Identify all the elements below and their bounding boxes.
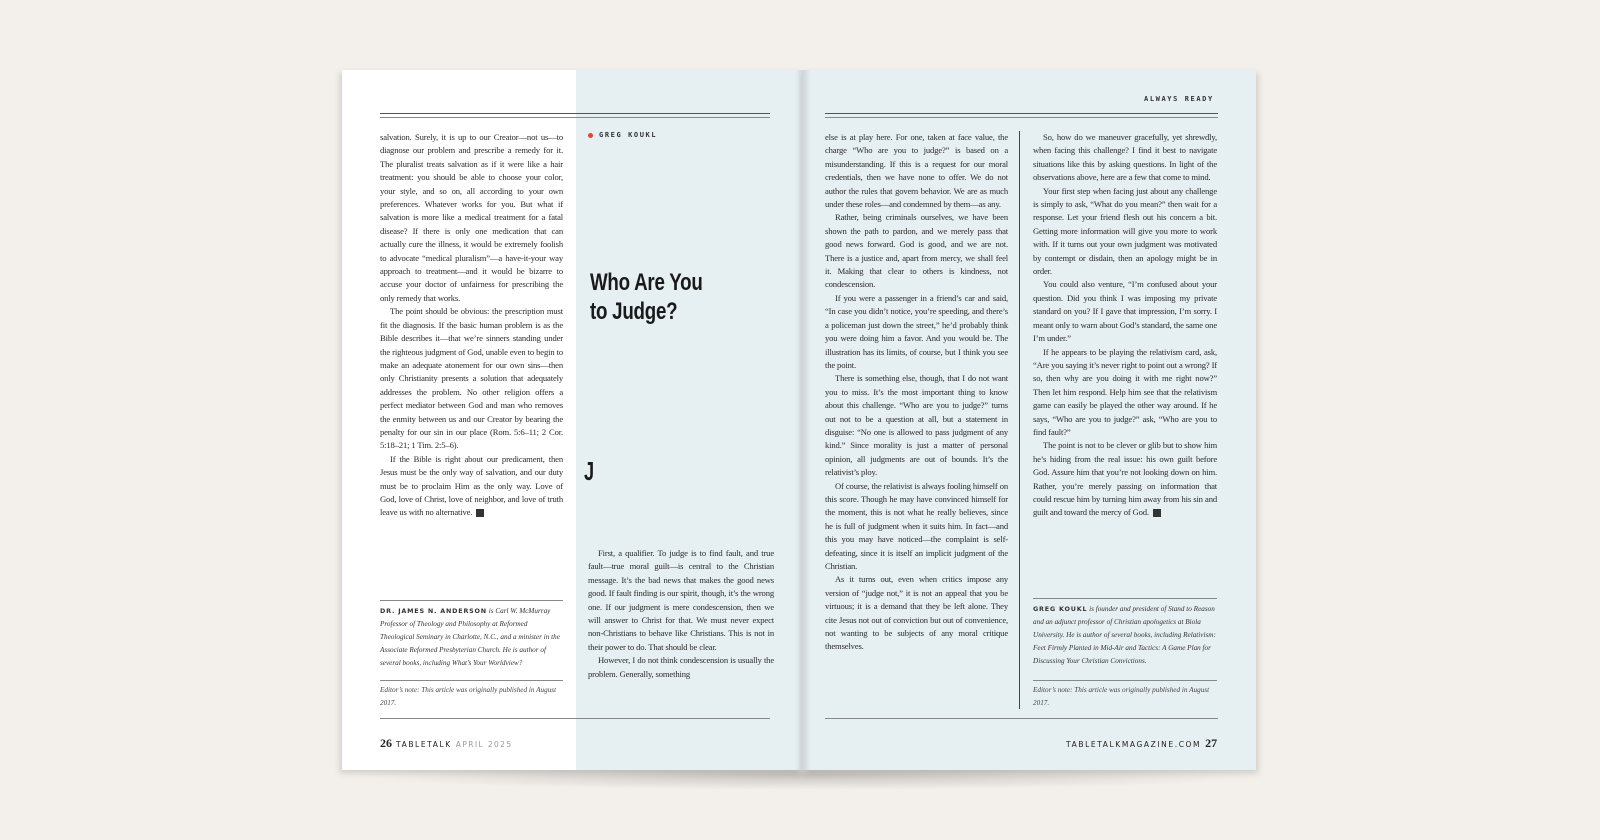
left-top-rule: [380, 113, 770, 114]
right-folio-site: TABLETALKMAGAZINE.COM: [1066, 740, 1202, 749]
left-paragraph-3-text: If the Bible is right about our predicament, then Jesus must be the only way of salvation, and our duty must be to proclaim Him as the only way. Love of God, love of Christ, love of neighbor, and love of truth leave us with no alternative.: [380, 453, 563, 518]
drop-cap: J: [584, 456, 595, 486]
left-column: [380, 131, 563, 520]
article-title: [590, 268, 746, 326]
right-a-paragraph-4: There is something else, though, that I do not want you to miss. It’s the most important thing to know about this challenge. “Who are you to judge?” turns out not to be a question at all, but a statement in disguise: “No one is allowed to pass judgment of any kind.” Since morality is just a matter of personal opinion, all judgments are out of bounds. It’s the relativist’s ploy.: [825, 373, 1008, 478]
running-head: ALWAYS READY: [1144, 95, 1214, 103]
right-top-rule: [825, 113, 1218, 114]
left-note-rule: [380, 680, 563, 681]
left-bottom-rule: [380, 718, 770, 719]
left-bio-rule: [380, 600, 563, 601]
right-column-b: [1033, 131, 1217, 520]
left-top-rule-thin: [380, 117, 770, 118]
article-author-eyebrow: [588, 131, 657, 139]
left-paragraph-3: [380, 453, 563, 520]
right-a-paragraph-5: Of course, the relativist is always fooling himself on this score. Though he may have convinced himself for the moment, this is not what he really believes, since he is full of judgment when it suits him. In fact—and this you may have noticed—the complaint is self-defeating, since it is itself an implicit judgment of the Christian.: [825, 480, 1008, 571]
right-b-paragraph-5: [1033, 439, 1217, 519]
title-line-2: to Judge?: [590, 298, 678, 325]
left-paragraph-2: The point should be obvious: the prescription must fit the diagnosis. If the basic human problem is as the Bible describes it—that we’re sinners standing under the righteous judgment of God, unable even to begin to make an adequate atonement for our own sins—then only Christianity presents a solution that adequately addresses the problem. No other religion offers a perfect mediator between God and man who removes the enmity between us and our Creator by bearing the penalty for our sin in our place (Rom. 5:6–11; 2 Cor. 5:18–21; 1 Tim. 2:5–6).: [380, 306, 563, 451]
left-bio-text: is Carl W. McMurray Professor of Theology and Philosophy at Reformed Theological Seminary in Charlotte, N.C., and a minister in the Associate Reformed Presbyterian Church. He is author of several books, including What’s Your Worldview?: [380, 607, 560, 667]
left-folio: [380, 736, 513, 751]
right-bio-text: is founder and president of Stand to Reason and an adjunct professor of Christian apologetics at Biola University. He is author of several books, including Relativism: Feet Firmly Planted in Mid-Air and Tactics: A Game Plan for Discussing Your Christian Convictions.: [1033, 605, 1216, 665]
title-line-1: Who Are You: [590, 269, 703, 296]
middle-column: [588, 547, 774, 681]
right-folio: [1066, 736, 1217, 751]
column-divider: [1019, 131, 1020, 709]
right-editor-note: Editor’s note: This article was originally published in August 2017.: [1033, 686, 1210, 707]
right-bottom-rule: [825, 718, 1218, 719]
end-mark-icon: [1153, 509, 1161, 517]
right-b-paragraph-1: So, how do we maneuver gracefully, yet shrewdly, when facing this challenge? I find it best to navigate situations like this by asking questions. In light of the observations above, here are a few that come to mind.: [1033, 132, 1217, 183]
right-bio-name: GREG KOUKL: [1033, 605, 1088, 613]
right-note-rule: [1033, 680, 1217, 681]
right-top-rule-thin: [825, 117, 1218, 118]
left-bio-name: DR. JAMES N. ANDERSON: [380, 607, 487, 615]
spine-gutter: [795, 70, 811, 770]
right-b-paragraph-4: If he appears to be playing the relativism card, ask, “Are you saying it’s never right to point out a wrong? If so, then why are you doing it with me right now?” Then let him respond. Help him see that the relativism game can easily be played the other way around. If he says, “Who are you to judge?” ask, “Who are you to find fault?”: [1033, 346, 1217, 437]
left-author-bio: [380, 605, 563, 670]
right-b-paragraph-2: Your first step when facing just about any challenge is simply to ask, “What do you mean?” then wait for a response. Let your friend flesh out his concern a bit. Getting more information will give you more to work with. If it turns out your own judgment was motivated by contempt or disdain, then an apology might be in order.: [1033, 185, 1217, 277]
right-bio-rule: [1033, 598, 1217, 599]
right-column-a: [825, 131, 1008, 654]
left-folio-magazine: TABLETALK: [395, 740, 452, 749]
right-a-paragraph-1: else is at play here. For one, taken at face value, the charge “Who are you to judge?” is based on a misunderstanding. If this is a request for our moral credentials, then we have none to offer. We do not author the rules that govern behavior. We are as much under these roles—and condemned by them—as any.: [825, 132, 1008, 210]
right-b-paragraph-5-text: The point is not to be clever or glib but to show him he’s hiding from the real issue: his own guilt before God. Assure him that you’re not looking down on him. Rather, you’re merely passing on information that could rescue him by turning him away from his sin and guilt and toward the mercy of God.: [1033, 440, 1217, 518]
right-author-bio: [1033, 603, 1217, 668]
left-folio-date: APRIL 2025: [455, 740, 513, 749]
left-paragraph-1: salvation. Surely, it is up to our Creator—not us—to diagnose our problem and prescribe a remedy for it. The pluralist treats salvation as if it were like a hair treatment: you should be able to choose your color, your style, and so on, all according to your own preferences. Whatever works for you. But what if salvation is more like a medical treatment for a fatal disease? If there is only one medication that can actually cure the illness, it would be extremely foolish to advocate “medical pluralism”—a have-it-your way approach to treatment—and it would be bizarre to accuse your doctor of unfairness for prescribing the only remedy that works.: [380, 132, 563, 303]
left-page-number: 26: [380, 736, 392, 750]
right-a-paragraph-3: If you were a passenger in a friend’s car and said, “In case you didn’t notice, you’re speeding, and there’s a policeman just down the street,” he’d probably think you were doing him a favor. And you would be. The illustration has its limits, of course, but I think you see the point.: [825, 292, 1008, 370]
red-bullet-icon: [588, 133, 593, 138]
right-a-paragraph-2: Rather, being criminals ourselves, we have been shown the path to pardon, and we merely pass that good news forward. God is good, and we are not. There is a justice and, apart from mercy, we shall feel it. Making that clear to others is kindness, not condescension.: [825, 212, 1008, 290]
author-eyebrow-text: GREG KOUKL: [599, 131, 658, 139]
right-page-number: 27: [1205, 736, 1218, 750]
left-editor-note: Editor’s note: This article was originally published in August 2017.: [380, 686, 557, 707]
right-b-paragraph-3: You could also venture, “I’m confused about your question. Did you think I was imposing my private standard on you? If I gave that impression, I’m sorry. I meant only to warn about God’s standard, the same one I’m under.”: [1033, 279, 1217, 344]
middle-paragraph-3: However, I do not think condescension is usually the problem. Generally, something: [588, 655, 774, 679]
right-a-paragraph-6: As it turns out, even when critics impose any version of “judge not,” it is not an appeal that you be virtuous; it is a demand that they be left alone. They cite Jesus not out of conviction but out of convenience, not wanting to be subjects of any moral critique themselves.: [825, 574, 1008, 652]
end-mark-icon: [476, 509, 484, 517]
middle-paragraph-2: First, a qualifier. To judge is to find fault, and true fault—true moral guilt—is central to the Christian message. It’s the bad news that makes the good news good. If fault finding is our spirit, though, it’s the wrong one. If our judgment is mere condescension, then we will answer to Christ for that. We must never expect non-Christians to behave like Christians. This is not in their power to do. That should be clear.: [588, 548, 774, 652]
